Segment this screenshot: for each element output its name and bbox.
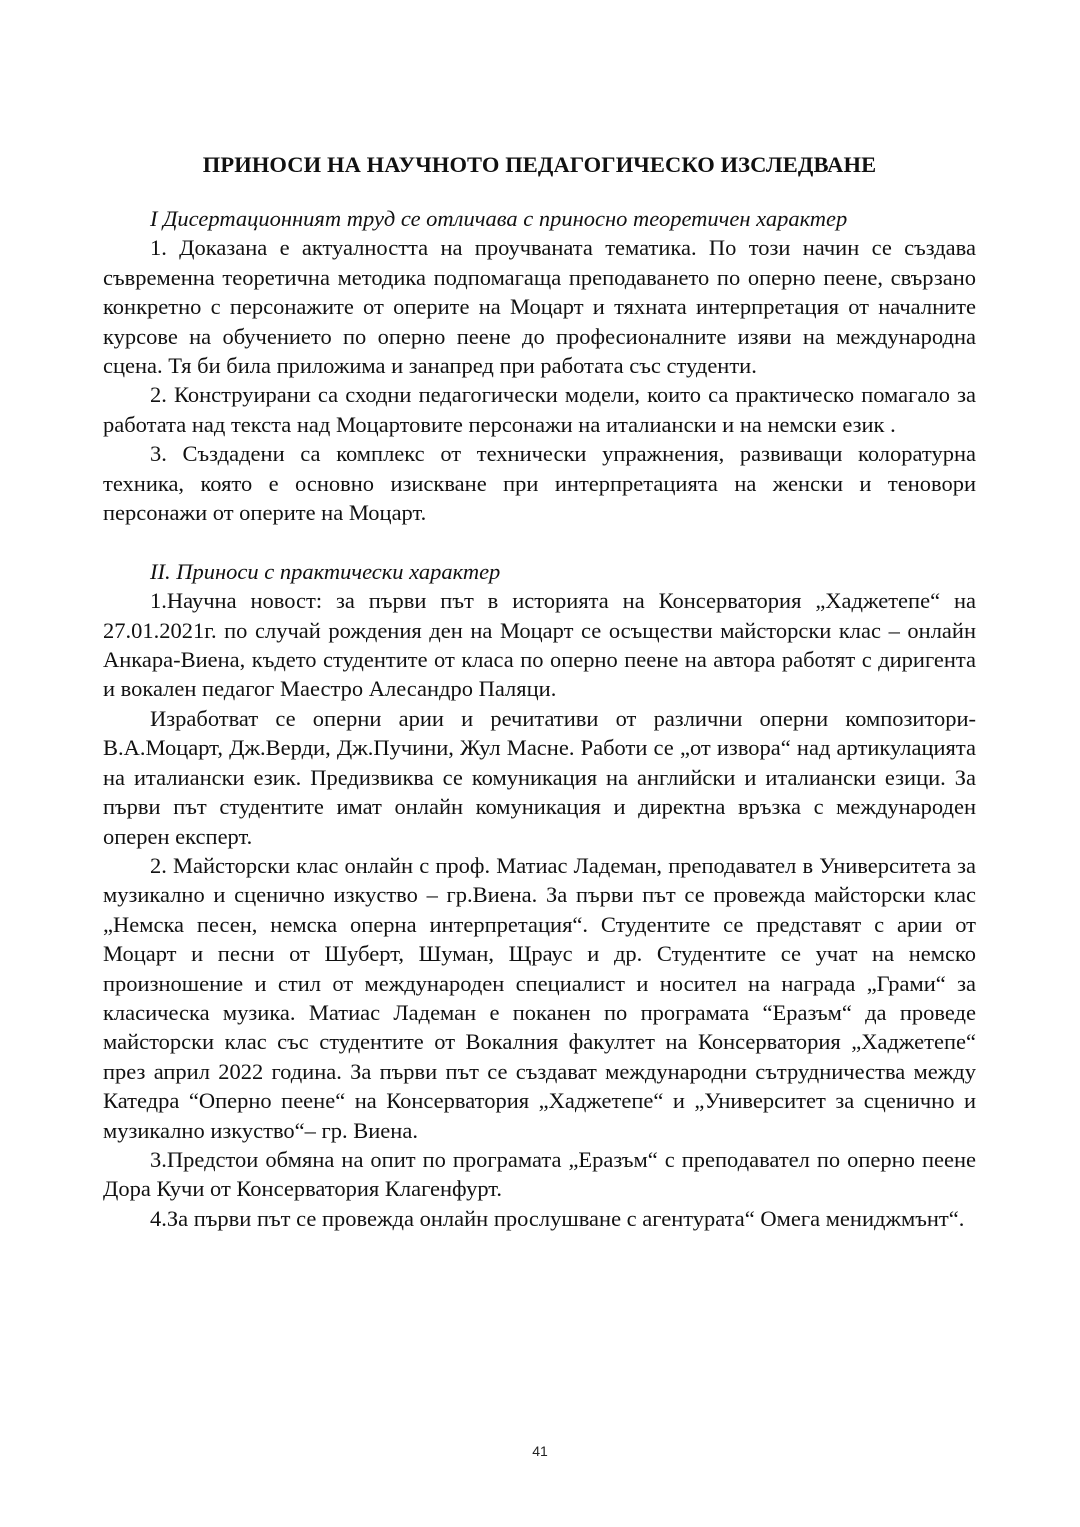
section-1-heading: I Дисертационният труд се отличава с приносно теоретичен характер (150, 206, 848, 231)
section-spacer (103, 527, 976, 556)
section-2-paragraph-4: 3.Предстои обмяна на опит по програмата „Еразъм“ с преподавател по оперно пеене Дора Кучи от Консерватория Клагенфурт. (103, 1146, 976, 1202)
section-2-paragraph-3: 2. Майсторски клас онлайн с проф. Матиас Ладеман, преподавател в Университета за музикално и сценично изкуство – гр.Виена. За първи път се провежда майсторски клас „Немска песен, немска оперна интерпретация“. Студентите се представят с арии от Моцарт и песни от Шуберт, Шуман, Щраус и др. Студентите се учат на немско произношение и стил от международен специалист и носител на награда „Грами“ за класическа музика. Матиас Ладеман е поканен по програмата “Еразъм“ да проведе майсторски клас със студентите от Вокалния факултет на Консерватория „Хаджетепе“ през април 2022 година. За първи път се създават международни сътрудничества между Катедра “Оперно пеене“ на Консерватория „Хаджетепе“ и „Университет за сценично и музикално изкуство“– гр. Виена. (103, 852, 976, 1143)
section-2-paragraph-1: 1.Научна новост: за първи път в историята на Консерватория „Хаджетепе“ на 27.01.2021г. по случай рождения ден на Моцарт се осъществи майсторски клас – онлайн Анкара-Виена, където студентите от класа по оперно пеене на автора работят с диригента и вокален педагог Маестро Алесандро Паляци. (103, 588, 976, 702)
page-title: ПРИНОСИ НА НАУЧНОТО ПЕДАГОГИЧЕСКО ИЗСЛЕДВАНЕ (202, 152, 877, 177)
page-content (103, 150, 976, 1233)
section-2-paragraph-5: 4.За първи път се провежда онлайн прослушване с агентурата“ Омега мениджмънт“. (150, 1205, 965, 1231)
section-1-paragraph-1: 1. Доказана е актуалността на проучваната тематика. По този начин се създава съвременна теоретична методика подпомагаща преподаването по оперно пеене, свързано конкретно с персонажите от оперите на Моцарт и тяхната интерпретация от началните курсове на обучението по оперно пеене до професионалните изяви на международна сцена. Тя би била приложима и занапред при работата със студенти. (103, 235, 976, 379)
section-1-paragraph-2: 2. Конструирани са сходни педагогически модели, които са практическо помагало за работата над текста над Моцартовите персонажи на италиански и на немски език . (103, 382, 976, 437)
section-2-heading: II. Приноси с практически характер (150, 558, 501, 584)
section-1-paragraph-3: 3. Създадени са комплекс от технически упражнения, развиващи колоратурна техника, която е основно изискване при интерпретацията на женски и теновори персонажи от оперите на Моцарт. (103, 441, 976, 526)
section-2-paragraph-2: Изработват се оперни арии и речитативи от различни оперни композитори- В.А.Моцарт, Дж.Верди, Дж.Пучини, Жул Масне. Работи се „от извора“ над артикулацията на италиански език. Предизвиква се комуникация на английски и италиански езици. За първи път студентите имат онлайн комуникация и директна връзка с международен оперен експерт. (103, 705, 976, 849)
page-number: 41 (532, 1443, 548, 1459)
